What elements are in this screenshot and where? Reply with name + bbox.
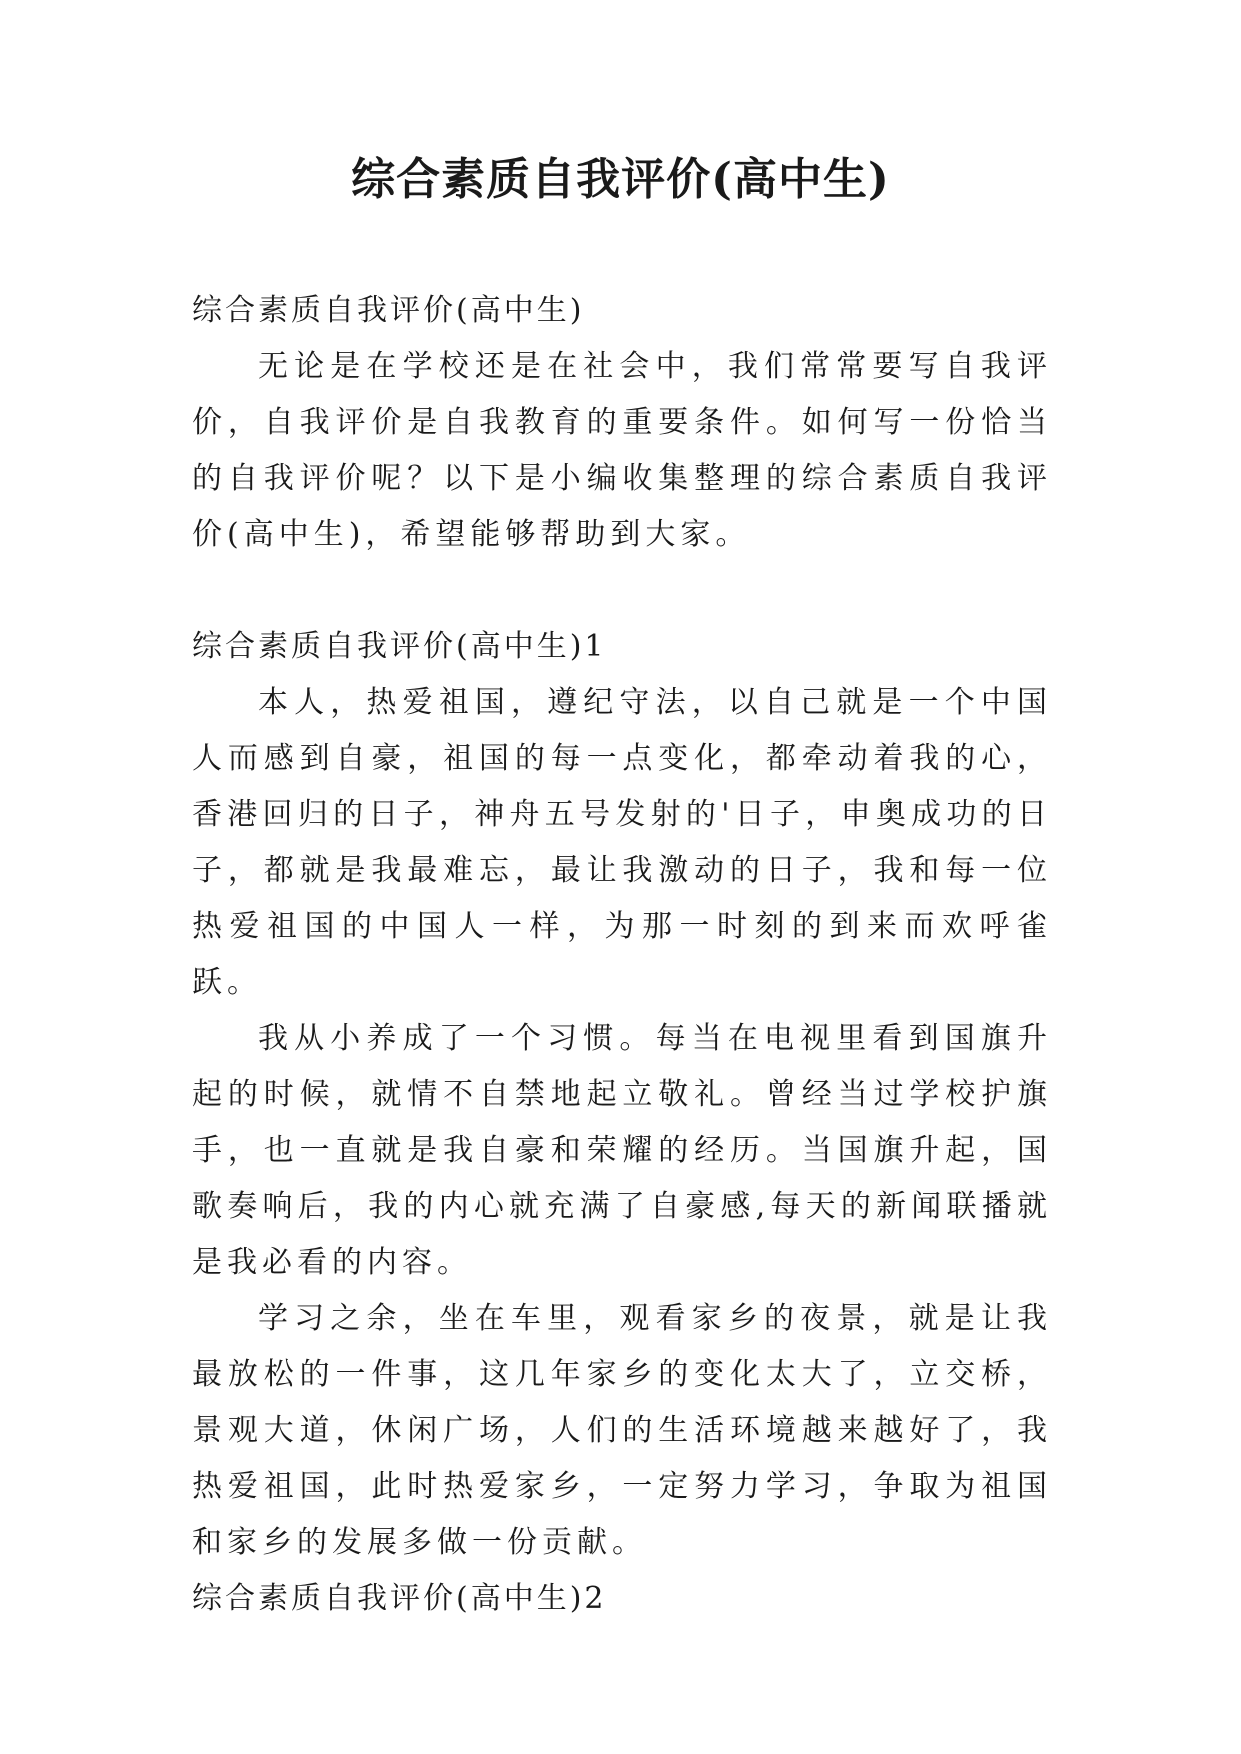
intro-paragraph: 无论是在学校还是在社会中，我们常常要写自我评价，自我评价是自我教育的重要条件。如何写一份恰当的自我评价呢？以下是小编收集整理的综合素质自我评价(高中生)，希望能够帮助到大家。 xyxy=(192,349,1052,552)
document-title: 综合素质自我评价(高中生) xyxy=(351,154,890,205)
intro-heading: 综合素质自我评价(高中生) xyxy=(192,293,585,328)
section-1-paragraph-1: 本人，热爱祖国，遵纪守法，以自己就是一个中国人而感到自豪，祖国的每一点变化，都牵动着我的心，香港回归的日子，神舟五号发射的'日子，申奥成功的日子，都就是我最难忘，最让我激动的日子，我和每一位热爱祖国的中国人一样，为那一时刻的到来而欢呼雀跃。 xyxy=(192,685,1052,1000)
section-2-heading: 综合素质自我评价(高中生)2 xyxy=(192,1581,607,1616)
section-1-paragraph-3: 学习之余，坐在车里，观看家乡的夜景，就是让我最放松的一件事，这几年家乡的变化太大了，立交桥，景观大道，休闲广场，人们的生活环境越来越好了，我热爱祖国，此时热爱家乡，一定努力学习，争取为祖国和家乡的发展多做一份贡献。 xyxy=(192,1301,1052,1560)
section-1-heading: 综合素质自我评价(高中生)1 xyxy=(192,629,607,664)
document-body xyxy=(192,283,1052,1627)
section-1-paragraph-2: 我从小养成了一个习惯。每当在电视里看到国旗升起的时候，就情不自禁地起立敬礼。曾经当过学校护旗手，也一直就是我自豪和荣耀的经历。当国旗升起，国歌奏响后，我的内心就充满了自豪感,每天的新闻联播就是我必看的内容。 xyxy=(192,1021,1052,1280)
section-spacer xyxy=(192,563,1052,619)
